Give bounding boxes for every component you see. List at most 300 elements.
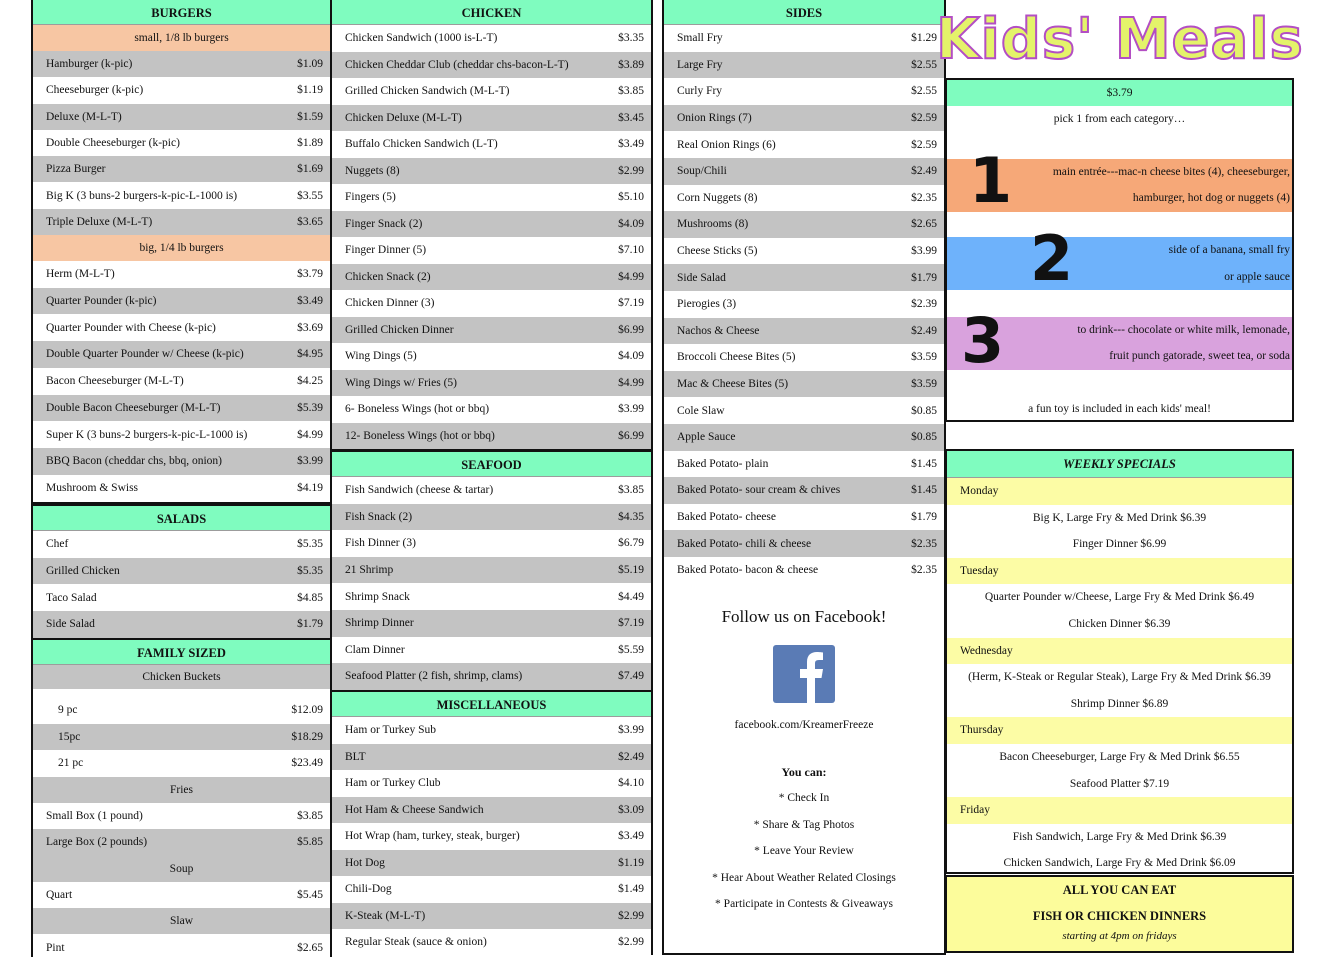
menu-item-row [332, 423, 651, 450]
special-offer-line: Bacon Cheeseburger, Large Fry & Med Drink $6.55 [999, 750, 1240, 763]
menu-item-price: $3.59 [911, 378, 937, 391]
seafood-list [332, 477, 651, 690]
menu-item-price: $1.69 [297, 163, 323, 176]
menu-item-price: $6.99 [618, 429, 644, 442]
menu-item-row [664, 25, 944, 52]
seafood-section [332, 450, 653, 690]
menu-item-name: 12- Boneless Wings (hot or bbq) [345, 429, 495, 442]
menu-item-price: $4.99 [297, 428, 323, 441]
menu-item-name: Mac & Cheese Bites (5) [677, 378, 789, 391]
menu-item-row [664, 477, 944, 504]
kids-meals-logo [936, 6, 1304, 72]
menu-item-name: Large Box (2 pounds) [46, 836, 148, 849]
menu-item-row [332, 850, 651, 877]
menu-item-price: $4.25 [297, 375, 323, 388]
menu-item-name: Pizza Burger [46, 163, 106, 176]
menu-item-price: $18.29 [291, 730, 323, 743]
menu-item-row [332, 184, 651, 211]
menu-item-price: $2.65 [911, 218, 937, 231]
menu-item-name: Real Onion Rings (6) [677, 138, 776, 151]
menu-item-name: Cheeseburger (k-pic) [46, 84, 144, 97]
menu-item-row [33, 288, 330, 315]
kids-step3-line2: fruit punch gatorade, sweet tea, or soda [1109, 350, 1290, 362]
menu-item-price: $3.99 [297, 455, 323, 468]
menu-item-row [33, 395, 330, 422]
menu-item-name: Curly Fry [677, 85, 723, 98]
menu-item-row [332, 158, 651, 185]
kids-intro: pick 1 from each category… [1053, 113, 1186, 125]
family-soup-label: Soup [33, 856, 330, 882]
menu-item-price: $2.99 [618, 936, 644, 949]
menu-item-price: $4.19 [297, 481, 323, 494]
menu-item-price: $1.49 [618, 883, 644, 896]
ayce-line1: ALL YOU CAN EAT [1062, 883, 1177, 897]
menu-item-price: $2.49 [911, 324, 937, 337]
menu-item-name: 21 Shrimp [345, 564, 394, 577]
menu-item-row [332, 929, 651, 956]
menu-item-price: $3.85 [618, 85, 644, 98]
facebook-bullet: * Leave Your Review [754, 845, 854, 858]
menu-item-row [33, 584, 330, 611]
menu-item-name: Nachos & Cheese [677, 324, 760, 337]
menu-item-row [332, 317, 651, 344]
menu-item-name: Herm (M-L-T) [46, 268, 115, 281]
menu-item-row [664, 185, 944, 212]
menu-item-price: $1.09 [297, 58, 323, 71]
menu-item-price: $3.35 [618, 32, 644, 45]
menu-item-name: Hot Ham & Cheese Sandwich [345, 803, 484, 816]
menu-item-row [33, 531, 330, 558]
facebook-url[interactable]: facebook.com/KreamerFreeze [734, 719, 874, 731]
menu-item-name: Ham or Turkey Club [345, 777, 441, 790]
menu-item-row [332, 105, 651, 132]
kids-step2-number: 2 [1030, 222, 1074, 295]
facebook-f-glyph [773, 645, 835, 703]
menu-item-name: Quart [46, 888, 73, 901]
menu-item-name: Mushrooms (8) [677, 218, 749, 231]
special-day-label: Tuesday [947, 558, 1292, 585]
menu-item-name: Shrimp Dinner [345, 617, 414, 630]
menu-item-row [664, 238, 944, 265]
facebook-icon[interactable] [773, 645, 835, 703]
menu-item-row [332, 396, 651, 423]
menu-item-price: $12.09 [291, 704, 323, 717]
menu-item-name: Double Quarter Pounder w/ Cheese (k-pic) [46, 348, 244, 361]
menu-item-name: Corn Nuggets (8) [677, 191, 758, 204]
special-offer-line: Finger Dinner $6.99 [1072, 538, 1167, 551]
menu-item-name: Hamburger (k-pic) [46, 58, 133, 71]
menu-item-price: $3.99 [618, 724, 644, 737]
special-day-label: Friday [947, 797, 1292, 824]
menu-item-price: $5.59 [618, 643, 644, 656]
menu-item-row [332, 264, 651, 291]
menu-item-price: $5.35 [297, 565, 323, 578]
menu-item-price: $1.79 [911, 510, 937, 523]
menu-item-price: $6.99 [618, 323, 644, 336]
chicken-header: CHICKEN [332, 0, 651, 25]
burgers-small-label: small, 1/8 lb burgers [33, 25, 330, 51]
menu-item-name: Baked Potato- chili & cheese [677, 537, 812, 550]
menu-item-name: Soup/Chili [677, 165, 727, 178]
family-fries-label: Fries [33, 777, 330, 803]
menu-item-name: Super K (3 buns-2 burgers-k-pic-L-1000 is) [46, 428, 248, 441]
menu-item-row [332, 663, 651, 690]
menu-item-row [332, 770, 651, 797]
menu-item-name: Broccoli Cheese Bites (5) [677, 351, 796, 364]
menu-item-price: $7.49 [618, 670, 644, 683]
burgers-small-list [33, 51, 330, 235]
menu-item-row [33, 156, 330, 182]
menu-item-name: Grilled Chicken Dinner [345, 323, 454, 336]
menu-item-name: Clam Dinner [345, 643, 405, 656]
menu-item-name: Fingers (5) [345, 191, 396, 204]
menu-item-row [332, 78, 651, 105]
menu-item-price: $3.89 [618, 58, 644, 71]
facebook-bullets [664, 785, 944, 918]
menu-item-name: Wing Dings (5) [345, 350, 417, 363]
chicken-section [332, 0, 653, 450]
menu-item-row [664, 451, 944, 478]
sides-section [662, 0, 946, 584]
menu-item-name: Quarter Pounder (k-pic) [46, 295, 157, 308]
menu-item-price: $5.35 [297, 538, 323, 551]
menu-item-name: Double Bacon Cheeseburger (M-L-T) [46, 401, 221, 414]
menu-item-price: $3.59 [911, 351, 937, 364]
menu-item-price: $23.49 [291, 757, 323, 770]
menu-item-price: $1.59 [297, 110, 323, 123]
menu-item-row [332, 52, 651, 79]
menu-item-price: $3.69 [297, 321, 323, 334]
menu-item-name: Apple Sauce [677, 431, 736, 444]
menu-item-price: $4.85 [297, 591, 323, 604]
menu-item-name: Baked Potato- bacon & cheese [677, 564, 819, 577]
menu-item-name: Chicken Dinner (3) [345, 297, 435, 310]
salads-list [33, 531, 330, 638]
menu-item-name: Chicken Sandwich (1000 is-L-T) [345, 32, 498, 45]
menu-item-row [332, 504, 651, 531]
menu-item-name: Pierogies (3) [677, 298, 737, 311]
menu-item-name: Grilled Chicken Sandwich (M-L-T) [345, 85, 510, 98]
menu-item-row [332, 744, 651, 771]
menu-item-row [33, 803, 330, 830]
kids-meals-logo-text: Kids' Meals [936, 7, 1304, 72]
menu-item-price: $3.65 [297, 215, 323, 228]
menu-item-price: $7.19 [618, 617, 644, 630]
family-section [31, 638, 332, 957]
family-soup-list [33, 882, 330, 909]
menu-item-price: $0.85 [911, 431, 937, 444]
menu-item-name: Chicken Snack (2) [345, 270, 431, 283]
special-offer-line: Quarter Pounder w/Cheese, Large Fry & Med Drink $6.49 [984, 591, 1255, 604]
menu-item-row [664, 318, 944, 345]
all-you-can-eat-panel [945, 875, 1294, 953]
menu-item-row [664, 52, 944, 79]
ayce-line2: FISH OR CHICKEN DINNERS [1032, 909, 1207, 923]
menu-item-name: 6- Boneless Wings (hot or bbq) [345, 403, 490, 416]
menu-item-price: $1.29 [911, 32, 937, 45]
menu-item-price: $2.55 [911, 85, 937, 98]
facebook-you-can: You can: [781, 765, 827, 779]
menu-item-price: $1.45 [911, 484, 937, 497]
menu-item-row [33, 724, 330, 751]
menu-item-price: $1.19 [297, 84, 323, 97]
menu-item-name: BLT [345, 750, 366, 763]
menu-item-row [332, 610, 651, 637]
menu-item-name: 9 pc [58, 704, 78, 717]
menu-item-row [33, 104, 330, 130]
menu-item-name: Hot Wrap (ham, turkey, steak, burger) [345, 830, 520, 843]
family-fries-list [33, 803, 330, 856]
menu-item-row [664, 264, 944, 291]
kids-toy-note: a fun toy is included in each kids' meal! [1028, 403, 1211, 415]
menu-item-row [332, 797, 651, 824]
menu-item-price: $6.79 [618, 537, 644, 550]
menu-item-price: $5.85 [297, 836, 323, 849]
kids-step1-line1: main entrée---mac-n cheese bites (4), cheeseburger, [1052, 166, 1290, 178]
kids-step3-line1: to drink--- chocolate or white milk, lemonade, [1077, 324, 1290, 336]
menu-item-price: $1.79 [297, 618, 323, 631]
menu-item-row [332, 343, 651, 370]
menu-item-row [33, 448, 330, 475]
menu-item-name: Cheese Sticks (5) [677, 245, 758, 258]
menu-item-row [664, 158, 944, 185]
menu-item-price: $3.99 [618, 403, 644, 416]
menu-item-price: $4.09 [618, 217, 644, 230]
menu-item-name: Fish Sandwich (cheese & tartar) [345, 484, 494, 497]
menu-item-row [33, 77, 330, 103]
menu-item-price: $5.10 [618, 191, 644, 204]
menu-item-name: K-Steak (M-L-T) [345, 909, 426, 922]
misc-list [332, 717, 651, 956]
facebook-bullet: * Share & Tag Photos [753, 818, 855, 831]
family-buckets-label: Chicken Buckets [33, 665, 330, 689]
menu-item-row [33, 934, 330, 962]
menu-item-row [33, 611, 330, 638]
menu-item-name: Chili-Dog [345, 883, 392, 896]
menu-item-price: $4.09 [618, 350, 644, 363]
menu-item-price: $1.89 [297, 137, 323, 150]
menu-item-name: Nuggets (8) [345, 164, 400, 177]
menu-item-price: $3.79 [297, 268, 323, 281]
menu-item-name: Double Cheeseburger (k-pic) [46, 137, 180, 150]
menu-item-name: Seafood Platter (2 fish, shrimp, clams) [345, 670, 523, 683]
menu-item-row [33, 558, 330, 585]
menu-item-row [664, 131, 944, 158]
menu-item-name: Triple Deluxe (M-L-T) [46, 215, 153, 228]
burgers-section [31, 0, 332, 504]
kids-step2-line2: or apple sauce [1224, 271, 1290, 283]
menu-item-name: Small Fry [677, 32, 723, 45]
facebook-heading: Follow us on Facebook! [721, 607, 887, 626]
menu-item-name: Shrimp Snack [345, 590, 410, 603]
menu-item-name: 15pc [58, 730, 81, 743]
menu-item-row [332, 557, 651, 584]
menu-item-price: $2.55 [911, 58, 937, 71]
menu-item-row [33, 314, 330, 341]
menu-item-row [33, 882, 330, 909]
burgers-big-label: big, 1/4 lb burgers [33, 235, 330, 261]
menu-item-price: $2.59 [911, 138, 937, 151]
menu-item-price: $2.99 [618, 909, 644, 922]
menu-item-row [332, 717, 651, 744]
menu-item-row [332, 290, 651, 317]
menu-item-price: $2.99 [618, 164, 644, 177]
menu-item-name: Baked Potato- cheese [677, 510, 776, 523]
menu-item-row [33, 829, 330, 856]
menu-item-row [332, 903, 651, 930]
menu-item-name: Baked Potato- plain [677, 457, 769, 470]
menu-item-price: $3.49 [297, 295, 323, 308]
weekly-specials-panel [945, 449, 1294, 874]
menu-item-row [332, 131, 651, 158]
menu-item-name: Side Salad [677, 271, 726, 284]
menu-item-row [332, 876, 651, 903]
menu-item-price: $4.99 [618, 270, 644, 283]
special-offer-line: (Herm, K-Steak or Regular Steak), Large Fry & Med Drink $6.39 [968, 671, 1271, 684]
sides-list [664, 25, 944, 583]
facebook-bullet: * Hear About Weather Related Closings [712, 871, 896, 884]
special-day-label: Thursday [947, 717, 1292, 744]
menu-item-price: $3.49 [618, 138, 644, 151]
menu-item-name: Baked Potato- sour cream & chives [677, 484, 841, 497]
menu-item-price: $3.09 [618, 803, 644, 816]
menu-item-price: $3.85 [618, 484, 644, 497]
burgers-header: BURGERS [33, 0, 330, 25]
menu-item-row [332, 583, 651, 610]
menu-item-name: Fish Snack (2) [345, 510, 413, 523]
kids-step1-line2: hamburger, hot dog or nuggets (4) [1132, 192, 1290, 204]
menu-item-row [33, 209, 330, 235]
menu-item-row [664, 78, 944, 105]
facebook-bullet: * Check In [778, 792, 830, 804]
menu-item-price: $2.59 [911, 112, 937, 125]
menu-item-price: $4.10 [618, 777, 644, 790]
menu-item-name: Finger Dinner (5) [345, 244, 427, 257]
menu-item-name: Side Salad [46, 618, 95, 631]
misc-header: MISCELLANEOUS [332, 692, 651, 717]
facebook-bullet: * Participate in Contests & Giveaways [715, 898, 893, 911]
menu-item-row [332, 25, 651, 52]
special-offer-line: Fish Sandwich, Large Fry & Med Drink $6.39 [1012, 830, 1227, 843]
menu-item-name: 21 pc [58, 757, 84, 770]
menu-item-name: Chicken Deluxe (M-L-T) [345, 111, 462, 124]
menu-item-price: $2.65 [297, 942, 323, 954]
kids-price: $3.79 [947, 80, 1292, 106]
menu-item-row [33, 421, 330, 448]
menu-item-name: Onion Rings (7) [677, 112, 752, 125]
menu-item-price: $4.49 [618, 590, 644, 603]
menu-item-row [33, 51, 330, 77]
special-offer-line: Big K, Large Fry & Med Drink $6.39 [1032, 511, 1207, 524]
menu-item-price: $2.49 [911, 165, 937, 178]
menu-item-name: Fish Dinner (3) [345, 537, 416, 550]
menu-item-price: $1.45 [911, 457, 937, 470]
menu-item-row [664, 211, 944, 238]
menu-item-row [332, 370, 651, 397]
menu-item-name: Taco Salad [46, 591, 97, 604]
sides-header: SIDES [664, 0, 944, 25]
menu-item-name: Quarter Pounder with Cheese (k-pic) [46, 321, 216, 334]
family-slaw-list [33, 934, 330, 962]
menu-item-price: $4.99 [618, 376, 644, 389]
menu-item-row [664, 504, 944, 531]
kids-step1-number: 1 [969, 144, 1013, 217]
menu-item-name: Chicken Cheddar Club (cheddar chs-bacon-L-T) [345, 58, 569, 71]
menu-item-row [33, 697, 330, 724]
menu-item-name: Buffalo Chicken Sandwich (L-T) [345, 138, 498, 151]
special-day-label: Monday [947, 478, 1292, 505]
kids-meals-panel [945, 78, 1294, 422]
menu-item-price: $5.45 [297, 888, 323, 901]
family-buckets-list [33, 697, 330, 777]
menu-item-row [33, 130, 330, 156]
salads-section [31, 504, 332, 638]
menu-item-name: Mushroom & Swiss [46, 481, 139, 494]
menu-item-name: Wing Dings w/ Fries (5) [345, 376, 457, 389]
menu-item-price: $3.45 [618, 111, 644, 124]
kids-step3-number: 3 [961, 304, 1005, 377]
menu-item-name: Hot Dog [345, 856, 385, 869]
menu-item-price: $4.35 [618, 510, 644, 523]
facebook-panel [662, 583, 946, 955]
menu-item-name: Pint [46, 942, 65, 954]
menu-item-row [664, 291, 944, 318]
weekly-specials-list [947, 478, 1292, 877]
kids-step2-line1: side of a banana, small fry [1168, 244, 1290, 256]
menu-item-row [332, 237, 651, 264]
menu-item-row [332, 823, 651, 850]
menu-item-price: $7.10 [618, 244, 644, 257]
special-offer-line: Shrimp Dinner $6.89 [1070, 697, 1169, 710]
ayce-line3: starting at 4pm on fridays [1062, 930, 1177, 942]
menu-item-name: Regular Steak (sauce & onion) [345, 936, 487, 949]
menu-item-row [33, 750, 330, 777]
menu-item-name: Grilled Chicken [46, 565, 120, 578]
menu-item-row [332, 211, 651, 238]
menu-item-price: $3.85 [297, 809, 323, 822]
menu-item-row [33, 368, 330, 395]
burgers-big-list [33, 261, 330, 501]
menu-item-price: $2.39 [911, 298, 937, 311]
menu-item-price: $5.19 [618, 564, 644, 577]
menu-item-row [664, 557, 944, 584]
special-offer-line: Seafood Platter $7.19 [1069, 777, 1170, 790]
family-slaw-label: Slaw [33, 908, 330, 934]
menu-item-row [33, 475, 330, 502]
menu-item-price: $7.19 [618, 297, 644, 310]
menu-item-name: Ham or Turkey Sub [345, 724, 437, 737]
menu-item-row [664, 397, 944, 424]
menu-item-price: $3.55 [297, 189, 323, 202]
menu-item-price: $3.49 [618, 830, 644, 843]
menu-item-name: Bacon Cheeseburger (M-L-T) [46, 375, 184, 388]
menu-item-name: Deluxe (M-L-T) [46, 110, 122, 123]
special-day-label: Wednesday [947, 638, 1292, 665]
menu-item-name: Cole Slaw [677, 404, 725, 417]
chicken-list [332, 25, 651, 449]
special-offer-line: Chicken Dinner $6.39 [1068, 617, 1171, 630]
menu-item-row [332, 530, 651, 557]
misc-section [332, 690, 653, 955]
family-header: FAMILY SIZED [33, 640, 330, 665]
menu-item-row [664, 105, 944, 132]
menu-item-price: $5.39 [297, 401, 323, 414]
seafood-header: SEAFOOD [332, 452, 651, 477]
menu-item-name: Big K (3 buns-2 burgers-k-pic-L-1000 is) [46, 189, 238, 202]
menu-item-price: $4.95 [297, 348, 323, 361]
menu-item-name: Large Fry [677, 58, 723, 71]
menu-item-price: $3.99 [911, 245, 937, 258]
